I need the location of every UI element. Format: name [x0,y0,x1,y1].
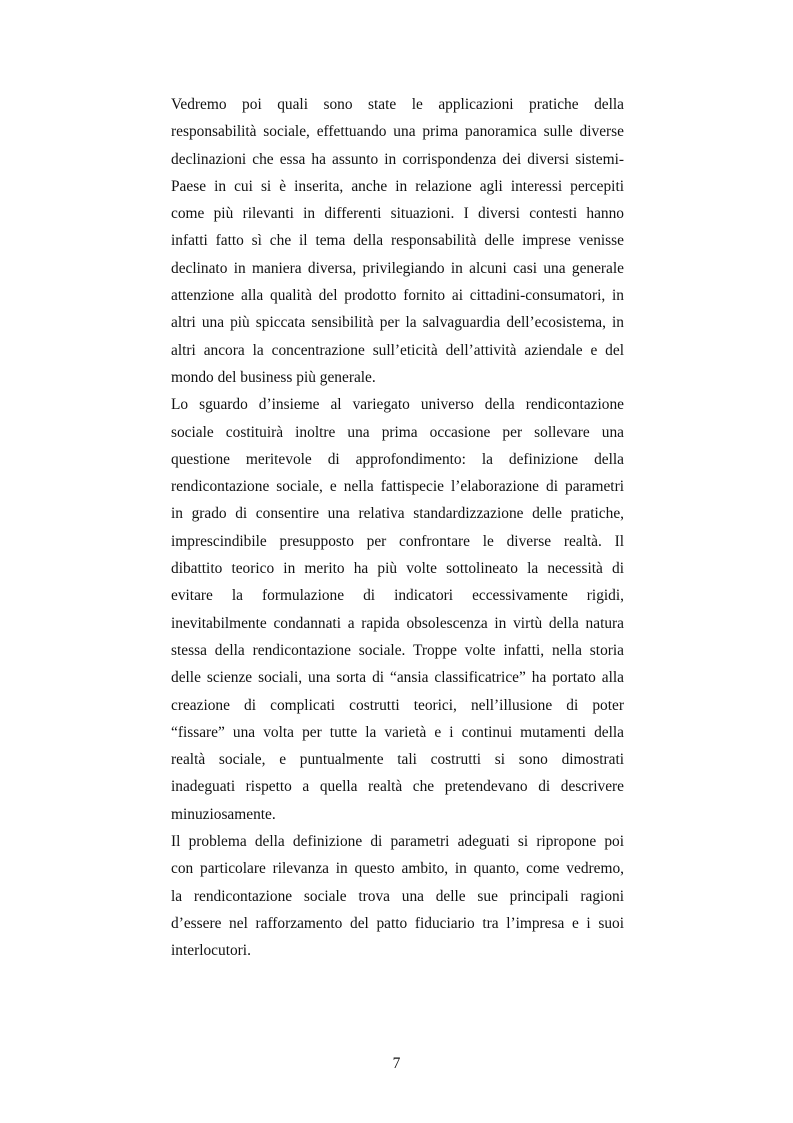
text-line: declinato in maniera diversa, privilegiando in alcuni casi una generale [171,259,624,277]
text-line: con particolare rilevanza in questo ambito, in quanto, come vedremo, [171,860,624,878]
text-line: attenzione alla qualità del prodotto fornito ai cittadini-consumatori, in [171,287,624,305]
text-line: inevitabilmente condannati a rapida obsolescenza in virtù della natura [171,614,624,632]
text-line: la rendicontazione sociale trova una delle sue principali ragioni [171,887,624,905]
text-line: Vedremo poi quali sono state le applicazioni pratiche della [171,96,624,113]
text-line: “fissare” una volta per tutte la varietà e i continui mutamenti della [171,723,624,741]
text-line: questione meritevole di approfondimento: la definizione della [171,450,624,468]
text-line: evitare la formulazione di indicatori eccessivamente rigidi, [171,587,624,605]
text-line: delle scienze sociali, una sorta di “ansia classificatrice” ha portato alla [171,669,624,687]
text-line: sociale costituirà inoltre una prima occasione per sollevare una [171,423,624,441]
text-line: minuziosamente. [171,805,276,823]
text-line: responsabilità sociale, effettuando una prima panoramica sulle diverse [171,123,624,141]
text-line: dibattito teorico in merito ha più volte sottolineato la necessità di [171,560,624,578]
text-line: creazione di complicati costrutti teorici, nell’illusione di poter [171,696,624,714]
text-line: mondo del business più generale. [171,368,376,386]
text-line: in grado di consentire una relativa standardizzazione delle pratiche, [171,505,624,523]
text-line: altri ancora la concentrazione sull’eticità dell’attività aziendale e del [171,341,624,359]
text-line: d’essere nel rafforzamento del patto fiduciario tra l’impresa e i suoi [171,914,624,932]
page-number: 7 [392,1055,401,1072]
text-line: come più rilevanti in differenti situazioni. I diversi contesti hanno [171,205,624,223]
text-line: Il problema della definizione di parametri adeguati si ripropone poi [171,833,624,851]
body-text [171,91,624,965]
text-line: stessa della rendicontazione sociale. Troppe volte infatti, nella storia [171,641,624,659]
text-line: inadeguati rispetto a quella realtà che pretendevano di descrivere [171,778,624,796]
text-line: rendicontazione sociale, e nella fattispecie l’elaborazione di parametri [171,478,624,496]
text-line: interlocutori. [171,942,251,960]
text-line: Paese in cui si è inserita, anche in relazione agli interessi percepiti [171,177,624,195]
text-line: infatti fatto sì che il tema della responsabilità delle imprese venisse [171,232,624,250]
text-line: Lo sguardo d’insieme al variegato universo della rendicontazione [171,396,624,414]
text-line: altri una più spiccata sensibilità per la salvaguardia dell’ecosistema, in [171,314,624,332]
text-line: imprescindibile presupposto per confrontare le diverse realtà. Il [171,532,624,550]
text-line: realtà sociale, e puntualmente tali costrutti si sono dimostrati [171,751,624,769]
text-line: declinazioni che essa ha assunto in corrispondenza dei diversi sistemi- [171,150,624,168]
